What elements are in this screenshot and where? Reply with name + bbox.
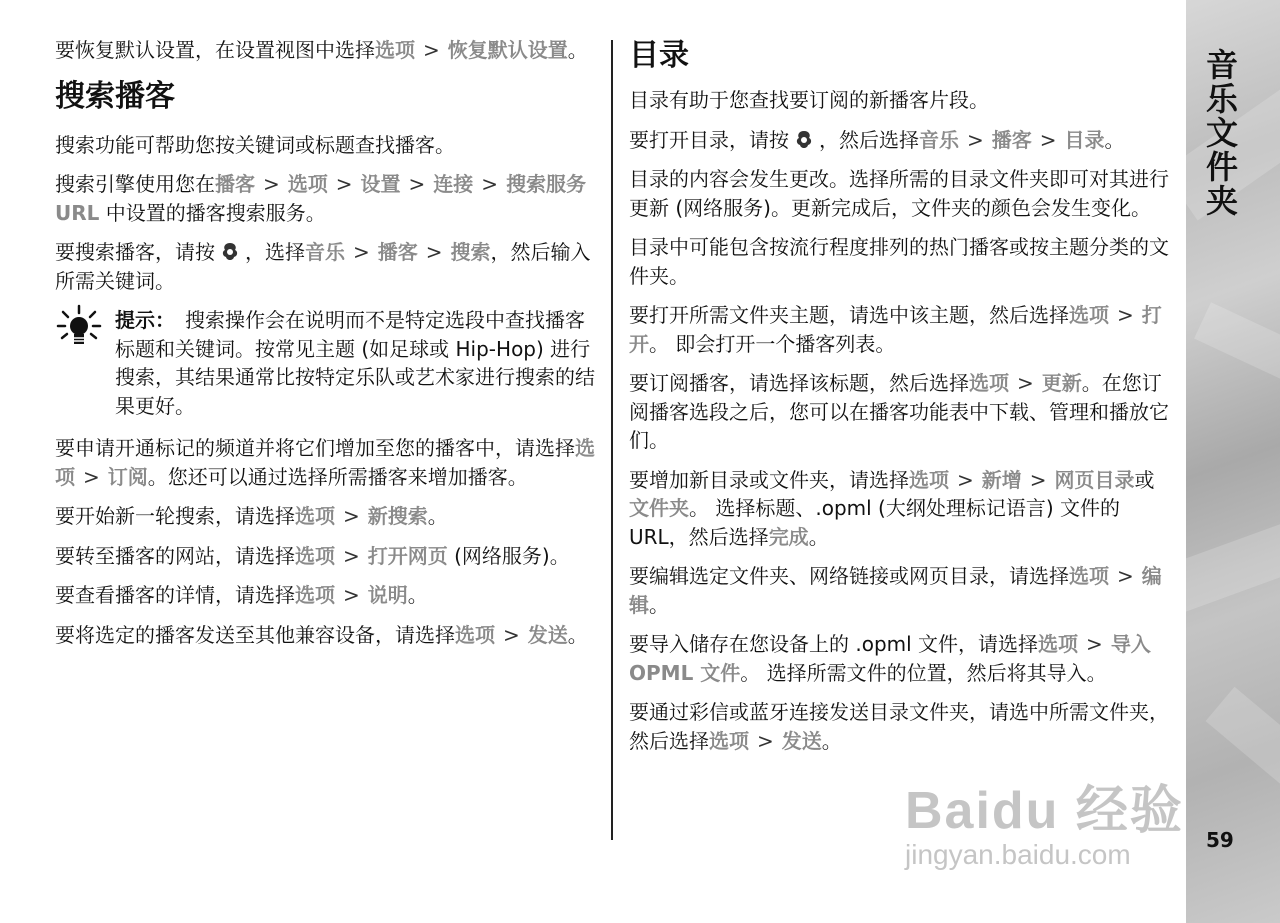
edit-folder-paragraph: 要编辑选定文件夹、网络链接或网页目录，请选择选项 > 编辑。 (629, 564, 1162, 617)
new-search-paragraph: 要开始新一轮搜索，请选择选项 > 新搜索。 (55, 504, 448, 528)
search-intro-paragraph: 搜索功能可帮助您按关键词或标题查找播客。 (55, 132, 455, 157)
open-directories-paragraph: 要打开目录，请按 ，然后选择音乐 > 播客 > 目录。 (629, 127, 1125, 152)
search-steps-paragraph: 要搜索播客，请按 ，选择音乐 > 播客 > 搜索，然后输入所需关键词。 (55, 240, 591, 293)
view-details-paragraph: 要查看播客的详情，请选择选项 > 说明。 (55, 583, 428, 607)
search-engine-paragraph: 搜索引擎使用您在播客 > 选项 > 设置 > 连接 > 搜索服务 URL 中设置的播客搜索服务。 (55, 172, 587, 225)
restore-defaults-paragraph: 要恢复默认设置，在设置视图中选择选项 > 恢复默认设置。 (55, 38, 588, 62)
directories-intro-paragraph: 目录有助于您查找要订阅的新播客片段。 (629, 88, 989, 112)
page-number: 59 (1206, 828, 1234, 852)
send-folder-paragraph: 要通过彩信或蓝牙连接发送目录文件夹，请选中所需文件夹，然后选择选项 > 发送。 (629, 700, 1169, 753)
import-opml-paragraph: 要导入储存在您设备上的 .opml 文件，请选择选项 > 导入 OPML 文件。 选择所需文件的位置，然后将其导入。 (629, 632, 1151, 685)
tip-text: 搜索操作会在说明而不是特定选段中查找播客标题和关键词。按常见主题 (如足球或 Hip-Hop) 进行搜索，其结果通常比按特定乐队或艺术家进行搜索的结果更好。 (115, 308, 595, 418)
tip-box (55, 306, 597, 420)
open-website-paragraph: 要转至播客的网站，请选择选项 > 打开网页 (网络服务)。 (55, 543, 570, 568)
directory-update-paragraph: 目录的内容会发生更改。选择所需的目录文件夹即可对其进行更新 (网络服务)。更新完成后，文件夹的颜色会发生变化。 (629, 167, 1169, 220)
watermark-main: Baidu 经验 (905, 782, 1184, 840)
open-folder-paragraph: 要打开所需文件夹主题，请选中该主题，然后选择选项 > 打开。 即会打开一个播客列表。 (629, 303, 1162, 356)
search-podcasts-heading: 搜索播客 (55, 78, 175, 114)
directory-content-paragraph: 目录中可能包含按流行程度排列的热门播客或按主题分类的文件夹。 (629, 235, 1169, 288)
right-column (629, 36, 1171, 766)
subscribe-update-paragraph: 要订阅播客，请选择该标题，然后选择选项 > 更新。在您订阅播客选段之后，您可以在播客功能表中下载、管理和播放它们。 (629, 371, 1169, 452)
section-title: 音乐文件夹 (1201, 48, 1239, 218)
column-divider (611, 40, 613, 840)
directories-heading: 目录 (629, 38, 689, 73)
tip-label: 提示： (115, 308, 175, 332)
watermark-url: jingyan.baidu.com (905, 839, 1131, 870)
lightbulb-icon (55, 304, 103, 352)
subscribe-paragraph: 要申请开通标记的频道并将它们增加至您的播客中，请选择选项 > 订阅。您还可以通过选择所需播客来增加播客。 (55, 436, 595, 489)
menu-key-icon (793, 129, 815, 151)
send-podcast-paragraph: 要将选定的播客发送至其他兼容设备，请选择选项 > 发送。 (55, 622, 588, 647)
left-column (55, 36, 597, 660)
baidu-watermark (905, 768, 1205, 878)
add-directory-paragraph: 要增加新目录或文件夹，请选择选项 > 新增 > 网页目录或文件夹。 选择标题、.opml (大纲处理标记语言) 文件的 URL，然后选择完成。 (629, 467, 1155, 549)
menu-key-icon (219, 241, 241, 263)
